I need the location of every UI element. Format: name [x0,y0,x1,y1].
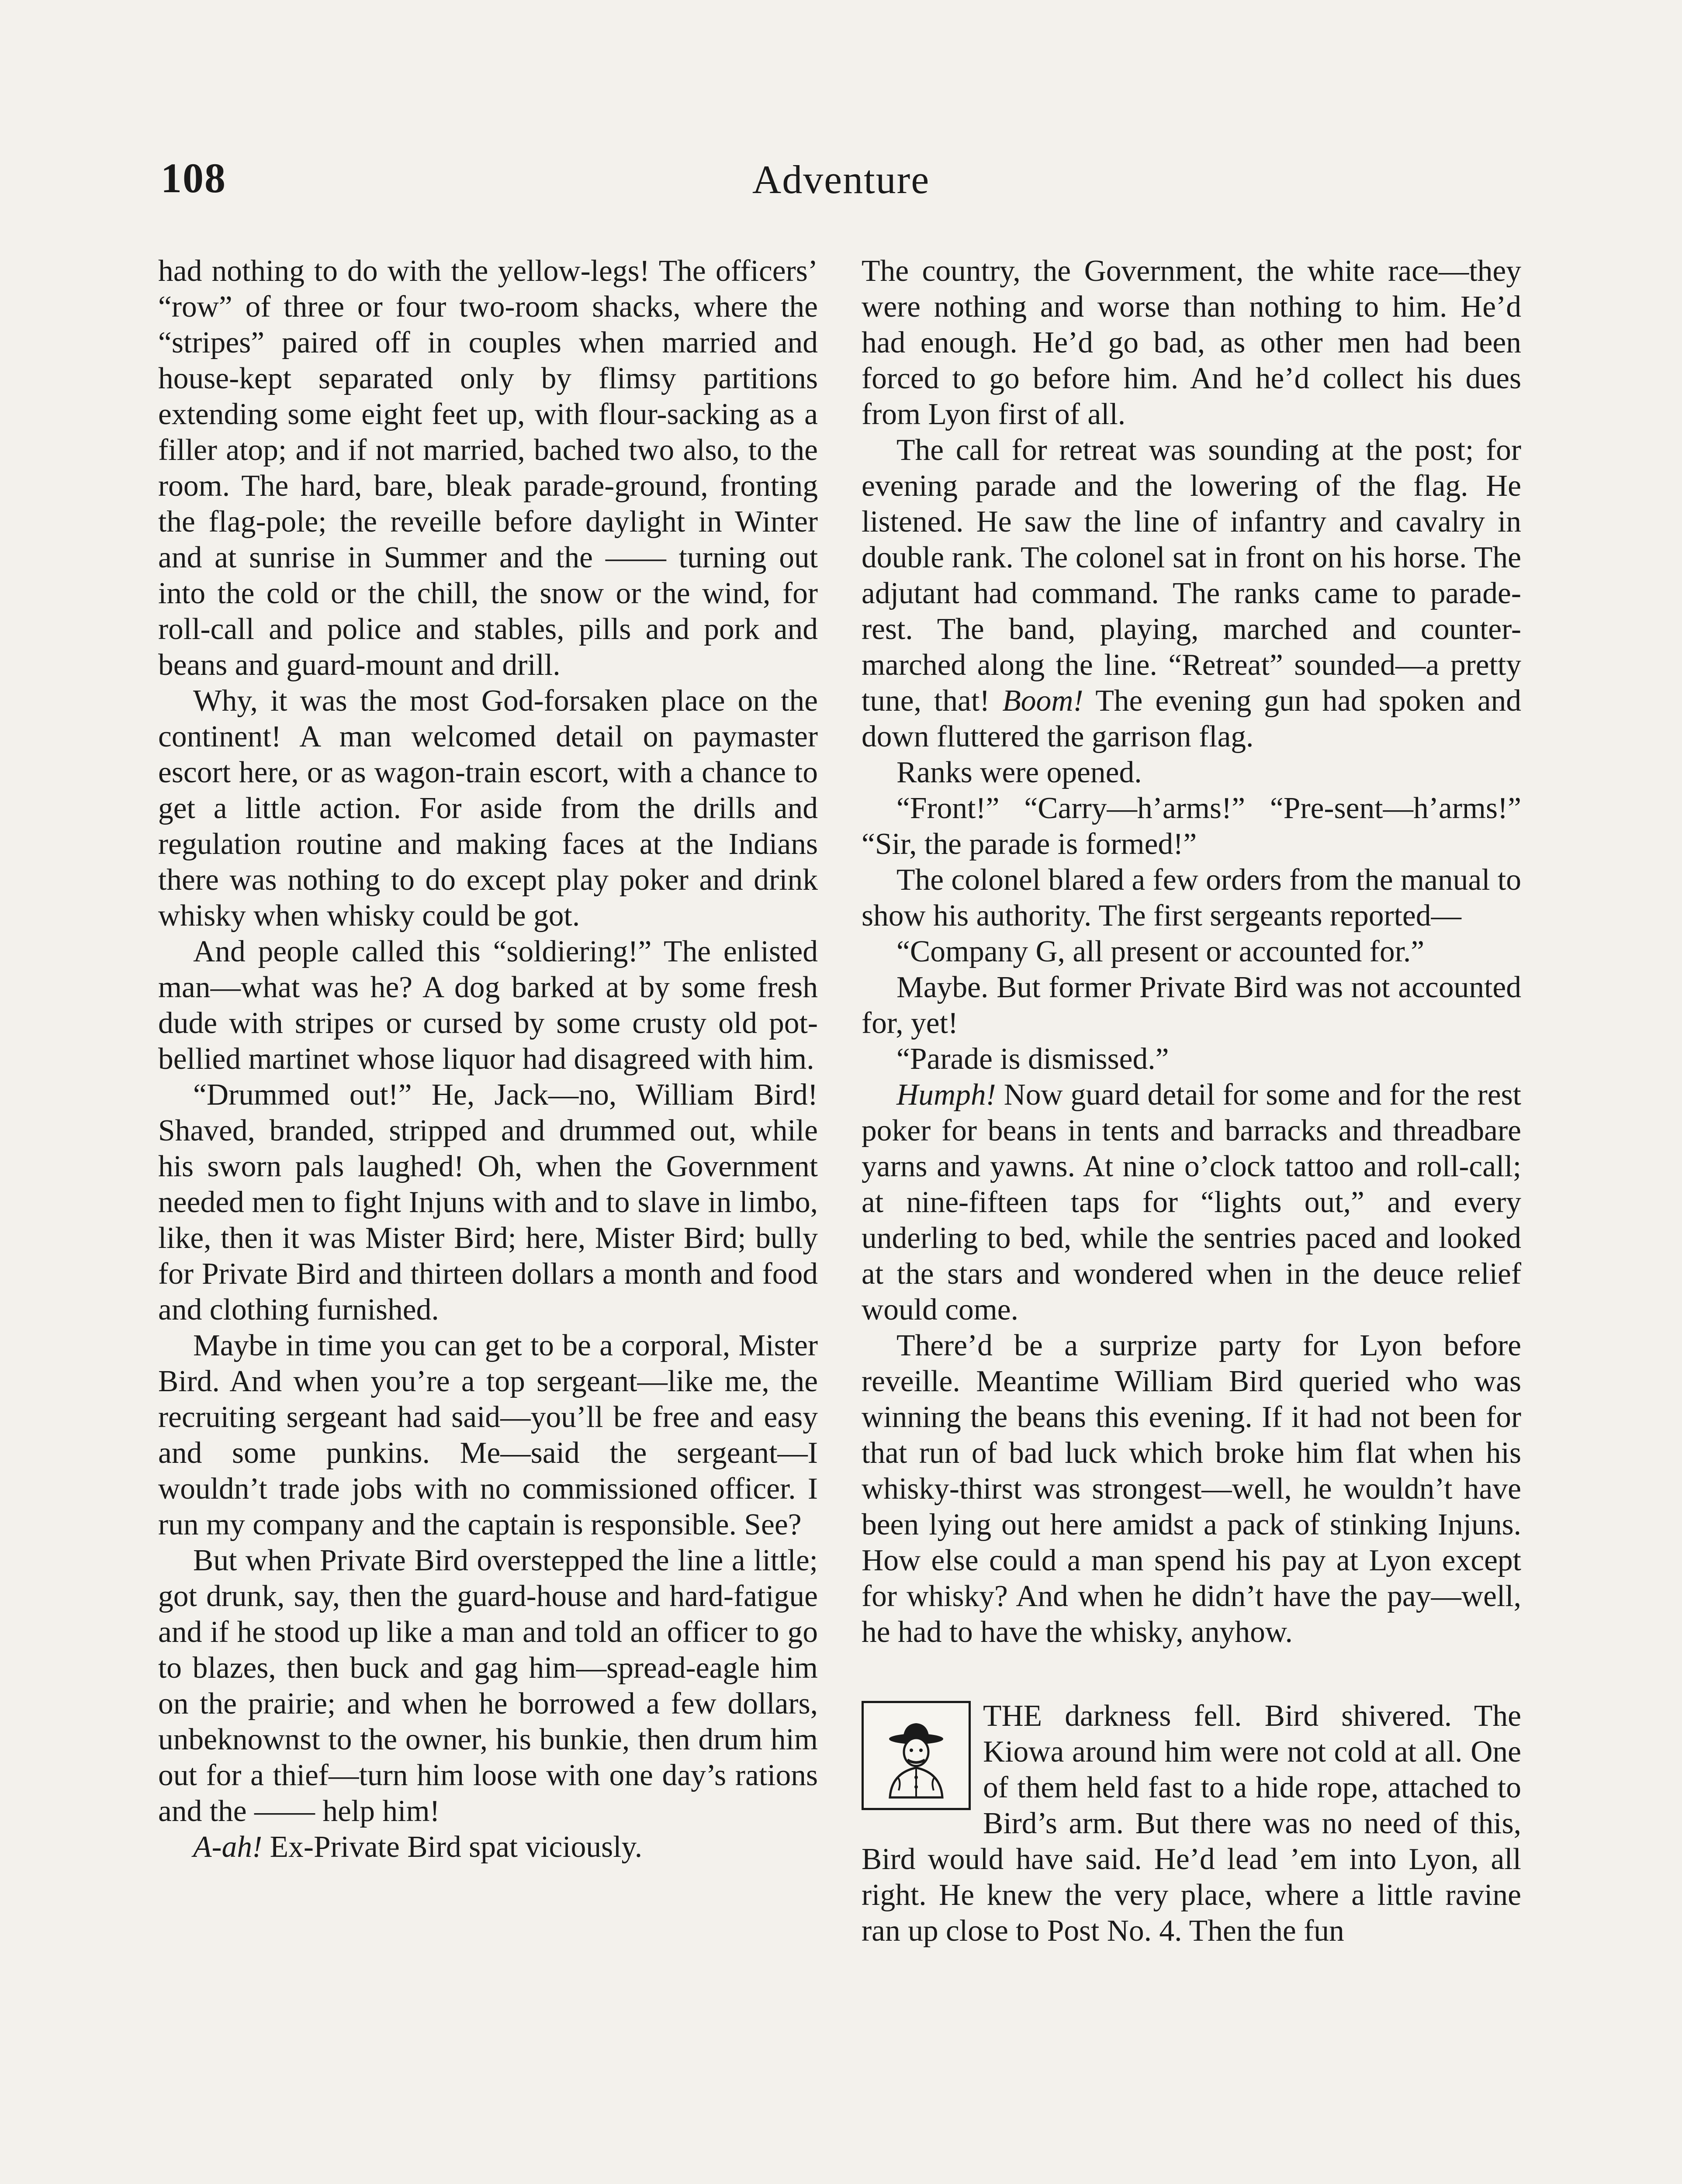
section-start-paragraph [862,1698,1521,1949]
paragraph: The country, the Government, the white race—they were nothing and worse than nothing to him. He’d had enough. He’d go bad, as other men had been forced to go before him. And he’d collect his dues from Lyon first of all. [862,254,1521,431]
interjection: Humph! [896,1078,996,1112]
interjection: A-ah! [193,1830,263,1864]
paragraph-text: The evening gun had spoken and down fluttered the garrison flag. [862,684,1522,753]
paragraph: Ranks were opened. [896,756,1142,789]
page-number: 108 [161,155,226,201]
paragraph: There’d be a surprize party for Lyon before reveille. Meantime William Bird queried who was winning the beans this evening. If it had not been for that run of bad luck which broke him flat when his whisky-thirst was strongest—well, he wouldn’t have been lying out here amidst a pack of stinking Injuns. How else could a man spend his pay at Lyon except for whisky? And when he didn’t have the pay—well, he had to have the whisky, anyhow. [862,1329,1521,1649]
left-column [158,253,818,1865]
paragraph-text: Now guard detail for some and for the rest poker for beans in tents and barracks and threadbare yarns and yawns. At nine o’clock tattoo and roll-call; at nine-fifteen taps for “lights out,” and every underling to bed, while the sentries paced and looked at the stars and wondered when in the deuce relief would come. [862,1078,1521,1327]
paragraph: “Drummed out!” He, Jack—no, William Bird! Shaved, branded, stripped and drummed out, while his sworn pals laughed! Oh, when the Government needed men to fight Injuns with and to slave in limbo, like, then it was Mister Bird; here, Mister Bird; bully for Private Bird and thirteen dollars a month and food and clothing furnished. [158,1078,818,1327]
paragraph-text: THE darkness fell. Bird shivered. The Kiowa around him were not cold at all. One of them held fast to a hide rope, attached to Bird’s arm. But there was no need of this, Bird would have said. He’d lead ’em into Lyon, all right. He knew the very place, where a little ravine ran up close to Post No. 4. Then the fun [862,1699,1521,1948]
right-column [862,253,1521,1949]
paragraph: Why, it was the most God-forsaken place on the continent! A man welcomed detail on paymaster escort here, or as wagon-train escort, with a chance to get a little action. For aside from the drills and regulation routine and making faces at the Indians there was nothing to do except play poker and drink whisky when whisky could be got. [158,684,818,933]
paragraph: Maybe in time you can get to be a corporal, Mister Bird. And when you’re a top sergeant—like me, the recruiting sergeant had said—you’ll be free and easy and some punkins. Me—said the sergeant—I wouldn’t trade jobs with no commissioned officer. I run my company and the captain is responsible. See? [158,1329,818,1541]
paragraph-text: The call for retreat was sounding at the post; for evening parade and the lowering of the flag. He listened. He saw the line of infantry and cavalry in double rank. The colonel sat in front on his horse. The adjutant had command. The ranks came to parade-rest. The band, playing, marched and counter-marched along the line. “Retreat” sounded—a pretty tune, that! [862,433,1521,718]
paragraph: But when Private Bird overstepped the line a little; got drunk, say, then the guard-house and hard-fatigue and if he stood up like a man and told an officer to go to blazes, then buck and gag him—spread-eagle him on the prairie; and when he borrowed a few dollars, unbeknownst to the owner, his bunkie, then drum him out for a thief—turn him loose with one day’s rations and the —— help him! [158,1544,818,1828]
paragraph: “Parade is dismissed.” [896,1042,1169,1076]
running-head: Adventure [752,157,930,202]
paragraph: Maybe. But former Private Bird was not accounted for, yet! [862,971,1521,1040]
paragraph: And people called this “soldiering!” The enlisted man—what was he? A dog barked at by some fresh dude with stripes or cursed by some crusty old pot-bellied martinet whose liquor had disagreed with him. [158,935,818,1076]
soldier-portrait-icon [862,1701,971,1810]
paragraph [862,1077,1521,1328]
paragraph [862,432,1521,755]
paragraph: had nothing to do with the yellow-legs! The officers’ “row” of three or four two-room shacks, where the “stripes” paired off in couples when married and house-kept separated only by flimsy partitions extending some eight feet up, with flour-sacking as a filler atop; and if not married, bached two also, to the room. The hard, bare, bleak parade-ground, fronting the flag-pole; the reveille before daylight in Winter and at sunrise in Summer and the —— turning out into the cold or the chill, the snow or the wind, for roll-call and police and stables, pills and pork and beans and guard-mount and drill. [158,254,818,682]
interjection: Boom! [1002,684,1083,718]
paragraph-text: Ex-Private Bird spat viciously. [262,1830,643,1864]
paragraph: “Front!” “Carry—h’arms!” “Pre-sent—h’arms!” “Sir, the parade is formed!” [862,791,1521,861]
paragraph: “Company G, all present or accounted for.” [896,935,1425,968]
paragraph [158,1829,818,1865]
paragraph: The colonel blared a few orders from the manual to show his authority. The first sergeants reported— [862,863,1521,933]
